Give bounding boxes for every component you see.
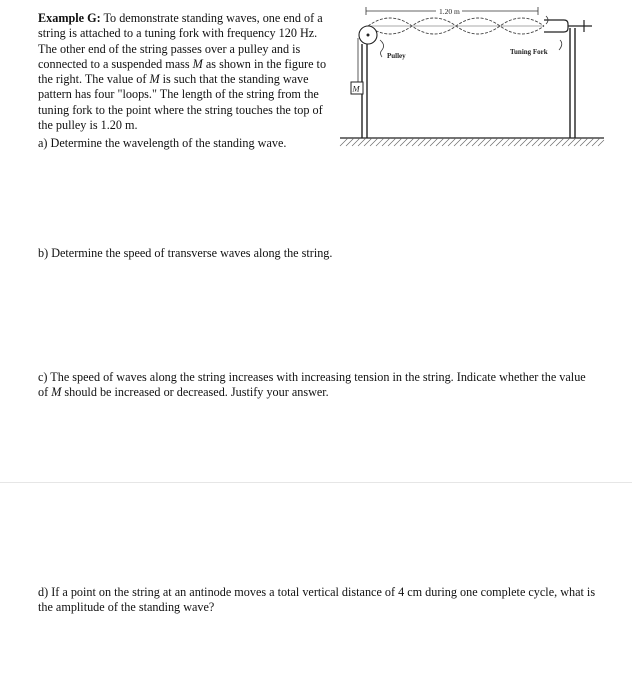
fork-pointer bbox=[559, 40, 562, 50]
example-label: Example G: bbox=[38, 11, 101, 25]
length-label: 1.20 m bbox=[439, 7, 460, 16]
section-divider bbox=[0, 482, 632, 483]
question-c-text-2: should be increased or decreased. Justify your answer. bbox=[61, 385, 329, 400]
intro-text-3: is such that the standing wave pattern has four "loops." The length of the string from the tuning fork to the point where the string touches the top of the pulley is 1.20 m. bbox=[38, 72, 323, 133]
pulley-label: Pulley bbox=[387, 52, 406, 60]
tuning-fork-icon bbox=[544, 20, 592, 32]
question-c-text-1: c) The speed of waves along the string increases with increasing tension in the string. Indicate whether the value of bbox=[38, 370, 586, 400]
question-a: a) Determine the wavelength of the standing wave. bbox=[38, 136, 287, 150]
fork-label: Tuning Fork bbox=[510, 48, 548, 56]
standing-wave-figure bbox=[338, 0, 610, 155]
pulley-axle bbox=[367, 34, 370, 37]
question-d: d) If a point on the string at an antinode moves a total vertical distance of 4 cm during one complete cycle, what is the amplitude of the standing wave? bbox=[38, 585, 596, 615]
ground-floor bbox=[340, 138, 604, 146]
intro-text-1: To demonstrate standing waves, one end of a string is attached to a tuning fork with frequency 120 Hz. The other end of the string passes over a pulley and is connected to a suspended mass bbox=[38, 11, 323, 71]
question-c bbox=[38, 370, 598, 401]
mass-variable: M bbox=[149, 72, 160, 87]
intro-text-2: as shown in the figure to the right. The value of bbox=[38, 56, 327, 87]
question-b: b) Determine the speed of transverse waves along the string. bbox=[38, 246, 333, 260]
mass-variable: M bbox=[192, 56, 203, 71]
mass-variable: M bbox=[51, 385, 62, 400]
mass-label: M bbox=[352, 83, 360, 94]
pulley-pointer bbox=[380, 40, 384, 57]
problem-intro bbox=[38, 11, 338, 133]
